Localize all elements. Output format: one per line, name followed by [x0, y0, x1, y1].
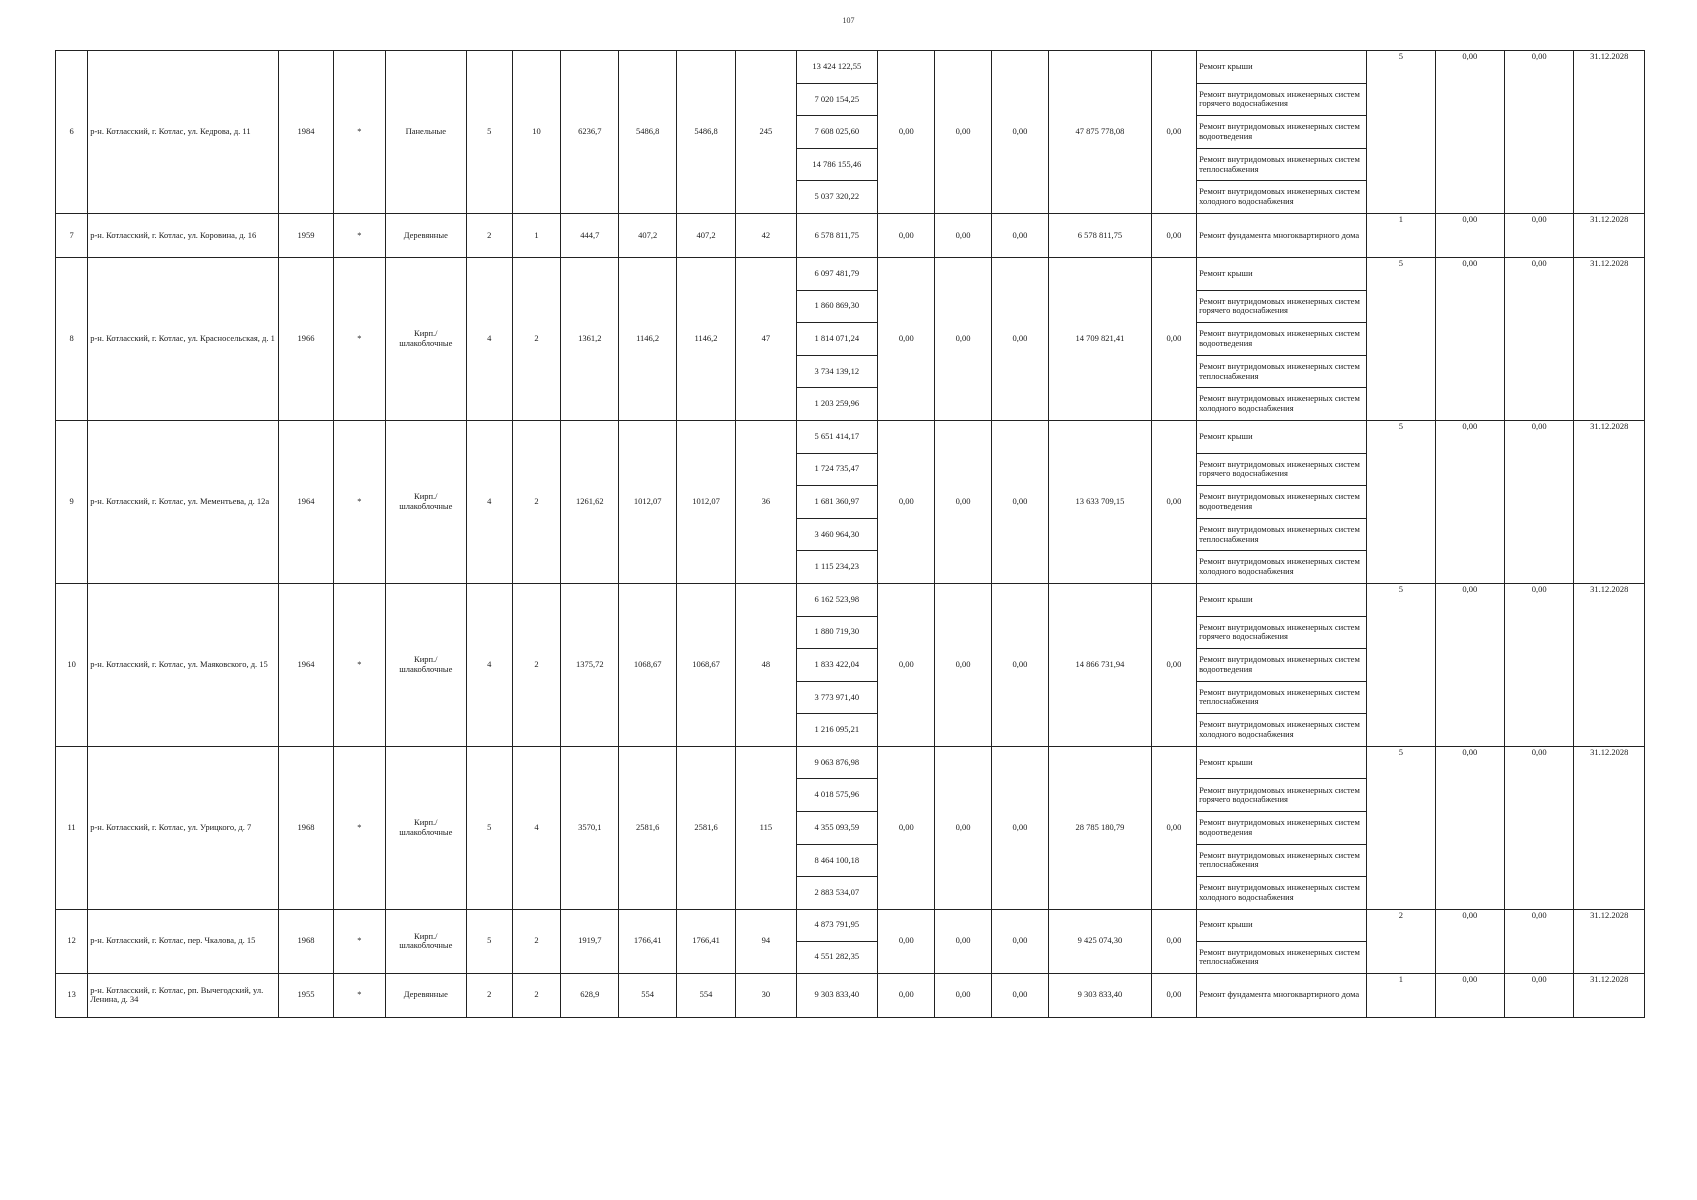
deadline-cell: 31.12.2028 — [1574, 909, 1645, 973]
floors-cell: 5 — [466, 51, 512, 214]
mark-cell: * — [333, 583, 385, 746]
zero-cell: 0,00 — [1151, 420, 1196, 583]
work-type-cell: Ремонт внутридомовых инженерных систем водоотведения — [1197, 649, 1367, 682]
cost-cell: 3 460 964,30 — [796, 518, 878, 551]
work-type-cell: Ремонт крыши — [1197, 909, 1367, 941]
work-type-cell: Ремонт внутридомовых инженерных систем горячего водоснабжения — [1197, 83, 1367, 116]
area-a-cell: 5486,8 — [619, 51, 676, 214]
area-b-cell: 554 — [676, 973, 735, 1017]
area-b-cell: 1766,41 — [676, 909, 735, 973]
zero-cell: 0,00 — [1151, 257, 1196, 420]
residents-cell: 115 — [736, 746, 796, 909]
zero-cell: 0,00 — [935, 51, 991, 214]
wall-material-cell: Кирп./ шлакоблочные — [386, 257, 467, 420]
area-a-cell: 1766,41 — [619, 909, 676, 973]
cost-cell: 1 216 095,21 — [796, 714, 878, 747]
total-area-cell: 1261,62 — [561, 420, 619, 583]
zero-cell: 0,00 — [935, 257, 991, 420]
work-count-cell: 5 — [1367, 51, 1435, 214]
register-body — [56, 51, 1645, 1018]
year-cell: 1966 — [279, 257, 333, 420]
value-cell: 0,00 — [1504, 420, 1573, 583]
mark-cell: * — [333, 51, 385, 214]
value-cell: 0,00 — [1504, 257, 1573, 420]
residents-cell: 47 — [736, 257, 796, 420]
cost-cell: 6 162 523,98 — [796, 583, 878, 616]
cost-cell: 14 786 155,46 — [796, 148, 878, 181]
area-a-cell: 1068,67 — [619, 583, 676, 746]
work-type-cell: Ремонт внутридомовых инженерных систем теплоснабжения — [1197, 941, 1367, 973]
work-count-cell: 5 — [1367, 746, 1435, 909]
address-cell: р-н. Котласский, г. Котлас, пер. Чкалова, д. 15 — [88, 909, 279, 973]
area-a-cell: 407,2 — [619, 213, 676, 257]
entrances-cell: 10 — [512, 51, 560, 214]
cost-cell: 1 860 869,30 — [796, 290, 878, 323]
cost-cell: 1 814 071,24 — [796, 323, 878, 356]
cost-cell: 4 873 791,95 — [796, 909, 878, 941]
area-a-cell: 2581,6 — [619, 746, 676, 909]
work-type-cell: Ремонт внутридомовых инженерных систем теплоснабжения — [1197, 148, 1367, 181]
deadline-cell: 31.12.2028 — [1574, 51, 1645, 214]
floors-cell: 4 — [466, 583, 512, 746]
table-row — [56, 51, 1645, 84]
entrances-cell: 2 — [512, 973, 560, 1017]
zero-cell: 0,00 — [1151, 909, 1196, 973]
work-type-cell: Ремонт внутридомовых инженерных систем теплоснабжения — [1197, 844, 1367, 877]
address-cell: р-н. Котласский, г. Котлас, ул. Мементьева, д. 12а — [88, 420, 279, 583]
year-cell: 1964 — [279, 420, 333, 583]
cost-cell: 6 097 481,79 — [796, 257, 878, 290]
zero-cell: 0,00 — [935, 420, 991, 583]
zero-cell: 0,00 — [991, 583, 1048, 746]
area-a-cell: 554 — [619, 973, 676, 1017]
zero-cell: 0,00 — [878, 420, 935, 583]
work-type-cell: Ремонт крыши — [1197, 420, 1367, 453]
floors-cell: 4 — [466, 420, 512, 583]
repair-register-table — [55, 50, 1645, 1018]
area-b-cell: 1012,07 — [676, 420, 735, 583]
zero-cell: 0,00 — [935, 213, 991, 257]
work-count-cell: 5 — [1367, 583, 1435, 746]
zero-cell: 0,00 — [991, 213, 1048, 257]
mark-cell: * — [333, 420, 385, 583]
cost-cell: 7 608 025,60 — [796, 116, 878, 149]
total-area-cell: 3570,1 — [561, 746, 619, 909]
work-count-cell: 1 — [1367, 973, 1435, 1017]
work-type-cell: Ремонт внутридомовых инженерных систем горячего водоснабжения — [1197, 453, 1367, 486]
zero-cell: 0,00 — [1151, 583, 1196, 746]
work-type-cell: Ремонт внутридомовых инженерных систем водоотведения — [1197, 116, 1367, 149]
floors-cell: 5 — [466, 746, 512, 909]
area-b-cell: 2581,6 — [676, 746, 735, 909]
cost-cell: 1 203 259,96 — [796, 388, 878, 421]
table-row — [56, 213, 1645, 257]
zero-cell: 0,00 — [991, 973, 1048, 1017]
cost-cell: 9 303 833,40 — [796, 973, 878, 1017]
work-type-cell: Ремонт внутридомовых инженерных систем холодного водоснабжения — [1197, 181, 1367, 214]
cost-cell: 1 724 735,47 — [796, 453, 878, 486]
wall-material-cell: Панельные — [386, 51, 467, 214]
zero-cell: 0,00 — [1151, 973, 1196, 1017]
deadline-cell: 31.12.2028 — [1574, 973, 1645, 1017]
work-type-cell: Ремонт внутридомовых инженерных систем горячего водоснабжения — [1197, 779, 1367, 812]
year-cell: 1959 — [279, 213, 333, 257]
residents-cell: 42 — [736, 213, 796, 257]
total-area-cell: 1375,72 — [561, 583, 619, 746]
floors-cell: 4 — [466, 257, 512, 420]
floors-cell: 2 — [466, 973, 512, 1017]
zero-cell: 0,00 — [991, 257, 1048, 420]
zero-cell: 0,00 — [1151, 51, 1196, 214]
year-cell: 1964 — [279, 583, 333, 746]
area-b-cell: 5486,8 — [676, 51, 735, 214]
wall-material-cell: Кирп./ шлакоблочные — [386, 420, 467, 583]
cost-cell: 1 115 234,23 — [796, 551, 878, 584]
work-type-cell: Ремонт внутридомовых инженерных систем холодного водоснабжения — [1197, 551, 1367, 584]
work-type-cell: Ремонт крыши — [1197, 51, 1367, 84]
table-row — [56, 973, 1645, 1017]
mark-cell: * — [333, 973, 385, 1017]
address-cell: р-н. Котласский, г. Котлас, ул. Урицкого, д. 7 — [88, 746, 279, 909]
zero-cell: 0,00 — [878, 909, 935, 973]
mark-cell: * — [333, 746, 385, 909]
value-cell: 0,00 — [1435, 583, 1504, 746]
work-type-cell: Ремонт внутридомовых инженерных систем водоотведения — [1197, 486, 1367, 519]
total-cost-cell: 13 633 709,15 — [1049, 420, 1152, 583]
work-count-cell: 2 — [1367, 909, 1435, 973]
residents-cell: 94 — [736, 909, 796, 973]
cost-cell: 1 833 422,04 — [796, 649, 878, 682]
total-area-cell: 1361,2 — [561, 257, 619, 420]
cost-cell: 3 773 971,40 — [796, 681, 878, 714]
work-type-cell: Ремонт внутридомовых инженерных систем теплоснабжения — [1197, 518, 1367, 551]
area-a-cell: 1146,2 — [619, 257, 676, 420]
value-cell: 0,00 — [1504, 909, 1573, 973]
row-number: 6 — [56, 51, 88, 214]
entrances-cell: 2 — [512, 420, 560, 583]
table-row — [56, 420, 1645, 453]
total-cost-cell: 9 425 074,30 — [1049, 909, 1152, 973]
zero-cell: 0,00 — [991, 420, 1048, 583]
total-area-cell: 6236,7 — [561, 51, 619, 214]
zero-cell: 0,00 — [878, 51, 935, 214]
zero-cell: 0,00 — [1151, 213, 1196, 257]
row-number: 12 — [56, 909, 88, 973]
cost-cell: 13 424 122,55 — [796, 51, 878, 84]
cost-cell: 9 063 876,98 — [796, 746, 878, 779]
work-type-cell: Ремонт внутридомовых инженерных систем горячего водоснабжения — [1197, 616, 1367, 649]
row-number: 9 — [56, 420, 88, 583]
table-row — [56, 257, 1645, 290]
row-number: 13 — [56, 973, 88, 1017]
value-cell: 0,00 — [1504, 213, 1573, 257]
work-type-cell: Ремонт крыши — [1197, 746, 1367, 779]
page-number: 107 — [842, 16, 855, 25]
work-type-cell: Ремонт внутридомовых инженерных систем холодного водоснабжения — [1197, 714, 1367, 747]
zero-cell: 0,00 — [878, 583, 935, 746]
residents-cell: 36 — [736, 420, 796, 583]
zero-cell: 0,00 — [991, 746, 1048, 909]
work-count-cell: 5 — [1367, 420, 1435, 583]
entrances-cell: 2 — [512, 909, 560, 973]
cost-cell: 6 578 811,75 — [796, 213, 878, 257]
work-type-cell: Ремонт внутридомовых инженерных систем теплоснабжения — [1197, 355, 1367, 388]
entrances-cell: 4 — [512, 746, 560, 909]
table-row — [56, 909, 1645, 941]
area-a-cell: 1012,07 — [619, 420, 676, 583]
work-type-cell: Ремонт внутридомовых инженерных систем водоотведения — [1197, 812, 1367, 845]
address-cell: р-н. Котласский, г. Котлас, ул. Красносельская, д. 1 — [88, 257, 279, 420]
total-cost-cell: 9 303 833,40 — [1049, 973, 1152, 1017]
cost-cell: 7 020 154,25 — [796, 83, 878, 116]
mark-cell: * — [333, 257, 385, 420]
mark-cell: * — [333, 213, 385, 257]
work-type-cell: Ремонт внутридомовых инженерных систем водоотведения — [1197, 323, 1367, 356]
work-count-cell: 5 — [1367, 257, 1435, 420]
zero-cell: 0,00 — [1151, 746, 1196, 909]
zero-cell: 0,00 — [935, 583, 991, 746]
area-b-cell: 407,2 — [676, 213, 735, 257]
address-cell: р-н. Котласский, г. Котлас, ул. Коровина, д. 16 — [88, 213, 279, 257]
work-type-cell: Ремонт внутридомовых инженерных систем холодного водоснабжения — [1197, 877, 1367, 910]
value-cell: 0,00 — [1504, 51, 1573, 214]
entrances-cell: 1 — [512, 213, 560, 257]
work-type-cell: Ремонт внутридомовых инженерных систем горячего водоснабжения — [1197, 290, 1367, 323]
address-cell: р-н. Котласский, г. Котлас, рп. Вычегодский, ул. Ленина, д. 34 — [88, 973, 279, 1017]
cost-cell: 4 355 093,59 — [796, 812, 878, 845]
floors-cell: 5 — [466, 909, 512, 973]
total-cost-cell: 14 709 821,41 — [1049, 257, 1152, 420]
value-cell: 0,00 — [1435, 420, 1504, 583]
mark-cell: * — [333, 909, 385, 973]
table-row — [56, 583, 1645, 616]
work-type-cell: Ремонт крыши — [1197, 257, 1367, 290]
work-type-cell: Ремонт крыши — [1197, 583, 1367, 616]
cost-cell: 1 681 360,97 — [796, 486, 878, 519]
value-cell: 0,00 — [1435, 746, 1504, 909]
cost-cell: 2 883 534,07 — [796, 877, 878, 910]
residents-cell: 245 — [736, 51, 796, 214]
work-type-cell: Ремонт фундамента многоквартирного дома — [1197, 973, 1367, 1017]
entrances-cell: 2 — [512, 583, 560, 746]
work-type-cell: Ремонт внутридомовых инженерных систем теплоснабжения — [1197, 681, 1367, 714]
cost-cell: 1 880 719,30 — [796, 616, 878, 649]
value-cell: 0,00 — [1504, 973, 1573, 1017]
value-cell: 0,00 — [1435, 973, 1504, 1017]
total-cost-cell: 47 875 778,08 — [1049, 51, 1152, 214]
address-cell: р-н. Котласский, г. Котлас, ул. Маяковского, д. 15 — [88, 583, 279, 746]
deadline-cell: 31.12.2028 — [1574, 257, 1645, 420]
zero-cell: 0,00 — [878, 257, 935, 420]
work-type-cell: Ремонт внутридомовых инженерных систем холодного водоснабжения — [1197, 388, 1367, 421]
table-row — [56, 746, 1645, 779]
zero-cell: 0,00 — [878, 973, 935, 1017]
area-b-cell: 1068,67 — [676, 583, 735, 746]
zero-cell: 0,00 — [935, 746, 991, 909]
value-cell: 0,00 — [1504, 583, 1573, 746]
zero-cell: 0,00 — [935, 973, 991, 1017]
value-cell: 0,00 — [1504, 746, 1573, 909]
deadline-cell: 31.12.2028 — [1574, 583, 1645, 746]
work-count-cell: 1 — [1367, 213, 1435, 257]
zero-cell: 0,00 — [935, 909, 991, 973]
cost-cell: 4 018 575,96 — [796, 779, 878, 812]
entrances-cell: 2 — [512, 257, 560, 420]
row-number: 7 — [56, 213, 88, 257]
zero-cell: 0,00 — [878, 746, 935, 909]
wall-material-cell: Деревянные — [386, 973, 467, 1017]
total-area-cell: 444,7 — [561, 213, 619, 257]
wall-material-cell: Кирп./ шлакоблочные — [386, 583, 467, 746]
zero-cell: 0,00 — [991, 51, 1048, 214]
total-cost-cell: 14 866 731,94 — [1049, 583, 1152, 746]
floors-cell: 2 — [466, 213, 512, 257]
work-type-cell: Ремонт фундамента многоквартирного дома — [1197, 213, 1367, 257]
total-area-cell: 1919,7 — [561, 909, 619, 973]
year-cell: 1968 — [279, 746, 333, 909]
value-cell: 0,00 — [1435, 257, 1504, 420]
total-cost-cell: 6 578 811,75 — [1049, 213, 1152, 257]
cost-cell: 5 037 320,22 — [796, 181, 878, 214]
residents-cell: 30 — [736, 973, 796, 1017]
value-cell: 0,00 — [1435, 213, 1504, 257]
deadline-cell: 31.12.2028 — [1574, 213, 1645, 257]
total-cost-cell: 28 785 180,79 — [1049, 746, 1152, 909]
wall-material-cell: Кирп./ шлакоблочные — [386, 909, 467, 973]
deadline-cell: 31.12.2028 — [1574, 746, 1645, 909]
cost-cell: 8 464 100,18 — [796, 844, 878, 877]
year-cell: 1984 — [279, 51, 333, 214]
zero-cell: 0,00 — [878, 213, 935, 257]
deadline-cell: 31.12.2028 — [1574, 420, 1645, 583]
value-cell: 0,00 — [1435, 51, 1504, 214]
year-cell: 1968 — [279, 909, 333, 973]
total-area-cell: 628,9 — [561, 973, 619, 1017]
address-cell: р-н. Котласский, г. Котлас, ул. Кедрова, д. 11 — [88, 51, 279, 214]
area-b-cell: 1146,2 — [676, 257, 735, 420]
row-number: 11 — [56, 746, 88, 909]
residents-cell: 48 — [736, 583, 796, 746]
wall-material-cell: Деревянные — [386, 213, 467, 257]
year-cell: 1955 — [279, 973, 333, 1017]
row-number: 10 — [56, 583, 88, 746]
wall-material-cell: Кирп./ шлакоблочные — [386, 746, 467, 909]
cost-cell: 4 551 282,35 — [796, 941, 878, 973]
zero-cell: 0,00 — [991, 909, 1048, 973]
cost-cell: 5 651 414,17 — [796, 420, 878, 453]
cost-cell: 3 734 139,12 — [796, 355, 878, 388]
value-cell: 0,00 — [1435, 909, 1504, 973]
row-number: 8 — [56, 257, 88, 420]
